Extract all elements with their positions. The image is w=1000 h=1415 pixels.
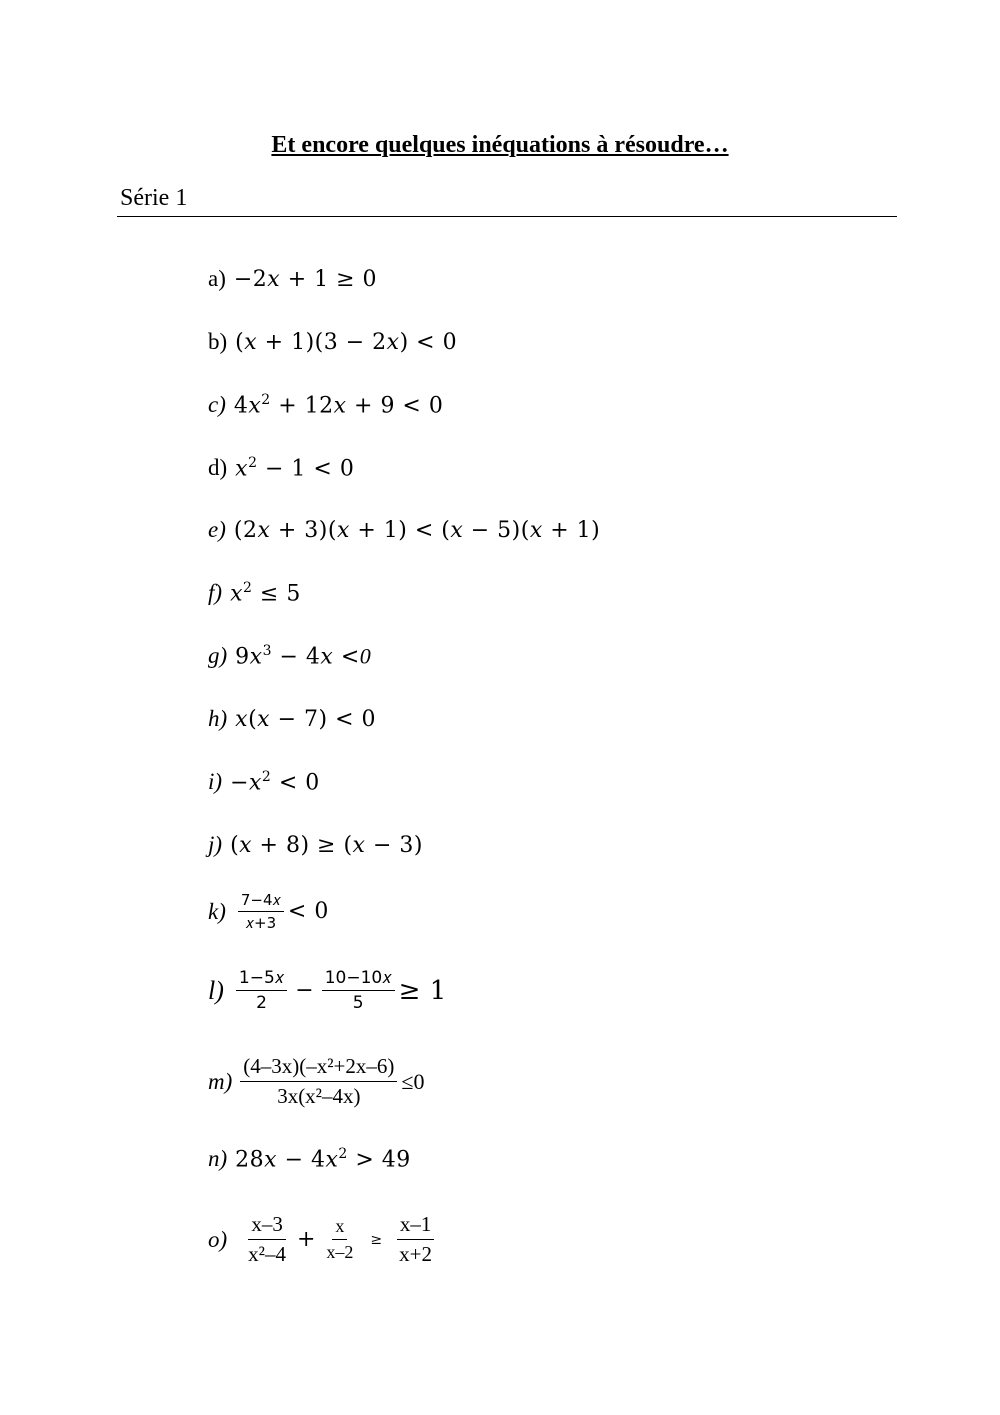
- numerator: 1−5𝑥: [236, 968, 287, 991]
- inequality-o: [208, 1212, 439, 1267]
- inequality-i: [208, 769, 320, 795]
- numerator: 7−4𝑥: [238, 891, 284, 912]
- page-title: Et encore quelques inéquations à résoudre…: [271, 132, 729, 158]
- item-label: e): [208, 517, 226, 542]
- expression: (𝑥 + 1)(3 − 2𝑥) < 0: [235, 329, 458, 355]
- expression: 4𝑥$^2$ + 12𝑥 + 9 < 0: [233, 392, 444, 419]
- fraction: [245, 1212, 289, 1267]
- item-label: g): [208, 643, 228, 669]
- item-label: h): [208, 706, 228, 731]
- expression: 𝑥$^2$ − 1 < 0: [235, 455, 355, 482]
- operator: +: [296, 1227, 316, 1252]
- fraction: [236, 968, 287, 1013]
- denominator: 5: [352, 993, 364, 1013]
- item-label: m): [208, 1068, 233, 1094]
- expression: (𝑥 + 8) ≥ (𝑥 − 3): [230, 832, 423, 858]
- inequality-f: [208, 580, 301, 606]
- expression: 28𝑥 − 4𝑥$^2$ > 49: [235, 1146, 411, 1173]
- denominator: 3x(x²–4x): [277, 1084, 361, 1108]
- divider: [117, 216, 897, 217]
- item-label: i): [208, 769, 223, 795]
- inequality-l: [208, 968, 447, 1013]
- item-label: j): [208, 832, 223, 857]
- expression: 𝑥$^2$ ≤ 5: [230, 580, 301, 607]
- item-label: k): [208, 898, 226, 924]
- inequality-b: [208, 329, 457, 355]
- inequality-e: [208, 517, 600, 543]
- item-label: a): [208, 266, 226, 291]
- numerator: x: [332, 1216, 347, 1240]
- expression: −2𝑥 + 1 ≥ 0: [233, 266, 378, 292]
- denominator: 2: [256, 993, 267, 1013]
- fraction: [322, 968, 395, 1013]
- denominator: x²–4: [248, 1242, 286, 1266]
- inequality-c: [208, 392, 443, 418]
- rhs: ≥ 1: [398, 975, 447, 1006]
- numerator: x–1: [397, 1212, 435, 1240]
- expression: 9𝑥$^3$ − 4𝑥 <0: [235, 643, 372, 670]
- denominator: x+2: [399, 1242, 432, 1266]
- inequality-h: [208, 706, 376, 732]
- operator: ≥: [370, 1231, 383, 1248]
- inequality-m: [208, 1054, 424, 1109]
- item-label: d): [208, 455, 228, 481]
- operator: −: [295, 978, 314, 1003]
- expression: −𝑥$^2$ < 0: [230, 769, 320, 796]
- fraction: [323, 1216, 356, 1263]
- item-label: b): [208, 329, 228, 354]
- denominator: x–2: [326, 1242, 354, 1262]
- rhs: < 0: [287, 899, 329, 924]
- item-label: o): [208, 1226, 228, 1252]
- item-label: c): [208, 392, 226, 418]
- numerator: 10−10𝑥: [322, 968, 395, 991]
- numerator: (4–3x)(–x²+2x–6): [240, 1054, 397, 1082]
- fraction: [240, 1054, 397, 1109]
- numerator: x–3: [248, 1212, 286, 1240]
- inequality-j: [208, 832, 423, 858]
- rhs: ≤0: [401, 1068, 425, 1094]
- item-label: n): [208, 1146, 228, 1172]
- inequality-n: [208, 1146, 411, 1172]
- series-label: Série 1: [120, 185, 188, 211]
- item-label: l): [208, 975, 224, 1005]
- inequality-a: [208, 266, 377, 292]
- fraction: [238, 891, 284, 932]
- denominator: 𝑥+3: [245, 914, 277, 932]
- fraction: [396, 1212, 435, 1267]
- inequality-d: [208, 455, 354, 481]
- expression: (2𝑥 + 3)(𝑥 + 1) < (𝑥 − 5)(𝑥 + 1): [233, 517, 601, 543]
- expression: 𝑥(𝑥 − 7) < 0: [235, 706, 376, 732]
- item-label: f): [208, 580, 223, 606]
- inequality-g: [208, 643, 371, 669]
- inequality-k: [208, 891, 329, 932]
